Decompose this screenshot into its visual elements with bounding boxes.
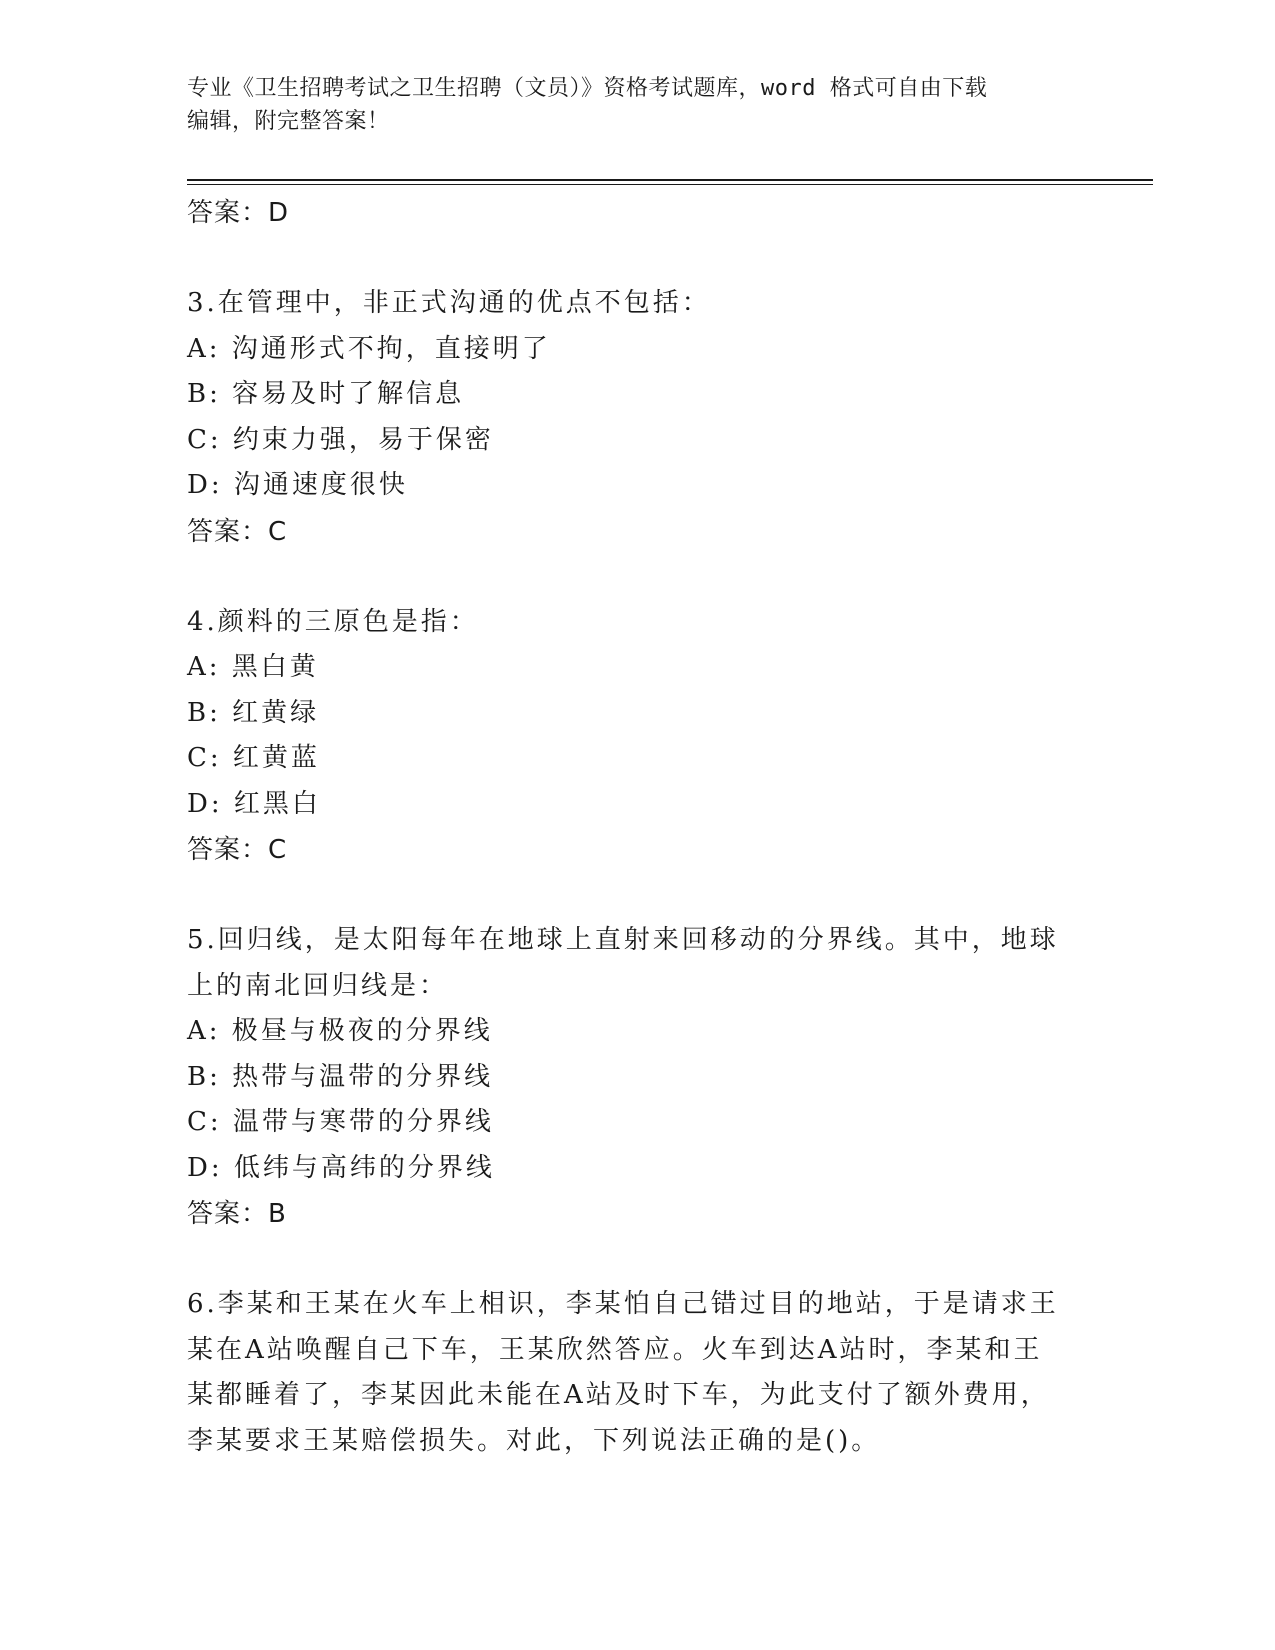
option-d: D: 红黑白 (187, 788, 321, 819)
question-stem-line: 上的南北回归线是： (187, 970, 449, 1001)
document-body (187, 190, 1067, 1464)
option-a: A: 极昼与极夜的分界线 (187, 1016, 493, 1046)
question-stem-line: 李某要求王某赔偿损失。对此，下列说法正确的是()。 (187, 1425, 881, 1456)
option-a: A: 沟通形式不拘，直接明了 (187, 333, 551, 364)
answer-line: 答案：B (187, 1199, 287, 1229)
question-stem-line: 某在A站唤醒自己下车，王某欣然答应。火车到达A站时，李某和王 (187, 1334, 1043, 1365)
option-d: D: 低纬与高纬的分界线 (187, 1152, 495, 1183)
option-c: C: 约束力强，易于保密 (187, 424, 494, 455)
answer-line: 答案：C (187, 516, 288, 547)
question-stem-line: 某都睡着了，李某因此未能在A站及时下车，为此支付了额外费用， (187, 1380, 1050, 1410)
option-b: B: 红黄绿 (187, 697, 320, 728)
option-a: A: 黑白黄 (187, 652, 319, 682)
question-stem: 3.在管理中，非正式沟通的优点不包括： (187, 288, 711, 318)
question-block (187, 1282, 1067, 1464)
answer-line: 答案：D (187, 198, 290, 228)
question-block (187, 281, 1067, 555)
question-block (187, 918, 1067, 1237)
header-line-1: 专业《卫生招聘考试之卫生招聘（文员）》资格考试题库，word 格式可自由下载 (187, 76, 988, 101)
option-d: D: 沟通速度很快 (187, 470, 408, 500)
option-c: C: 红黄蓝 (187, 743, 320, 773)
header-line-2: 编辑，附完整答案！ (187, 109, 390, 134)
document-header (187, 72, 1067, 138)
question-stem-line: 6.李某和王某在火车上相识，李某怕自己错过目的地站，于是请求王 (187, 1289, 1059, 1319)
question-stem-line: 5.回归线，是太阳每年在地球上直射来回移动的分界线。其中，地球 (187, 925, 1059, 955)
option-b: B: 容易及时了解信息 (187, 379, 465, 409)
header-divider-thick (187, 179, 1153, 181)
header-divider-thin (187, 184, 1153, 185)
option-c: C: 温带与寒带的分界线 (187, 1107, 494, 1137)
question-stem: 4.颜料的三原色是指： (187, 606, 479, 637)
question-block (187, 600, 1067, 874)
answer-line: 答案：C (187, 835, 288, 865)
option-b: B: 热带与温带的分界线 (187, 1061, 494, 1092)
